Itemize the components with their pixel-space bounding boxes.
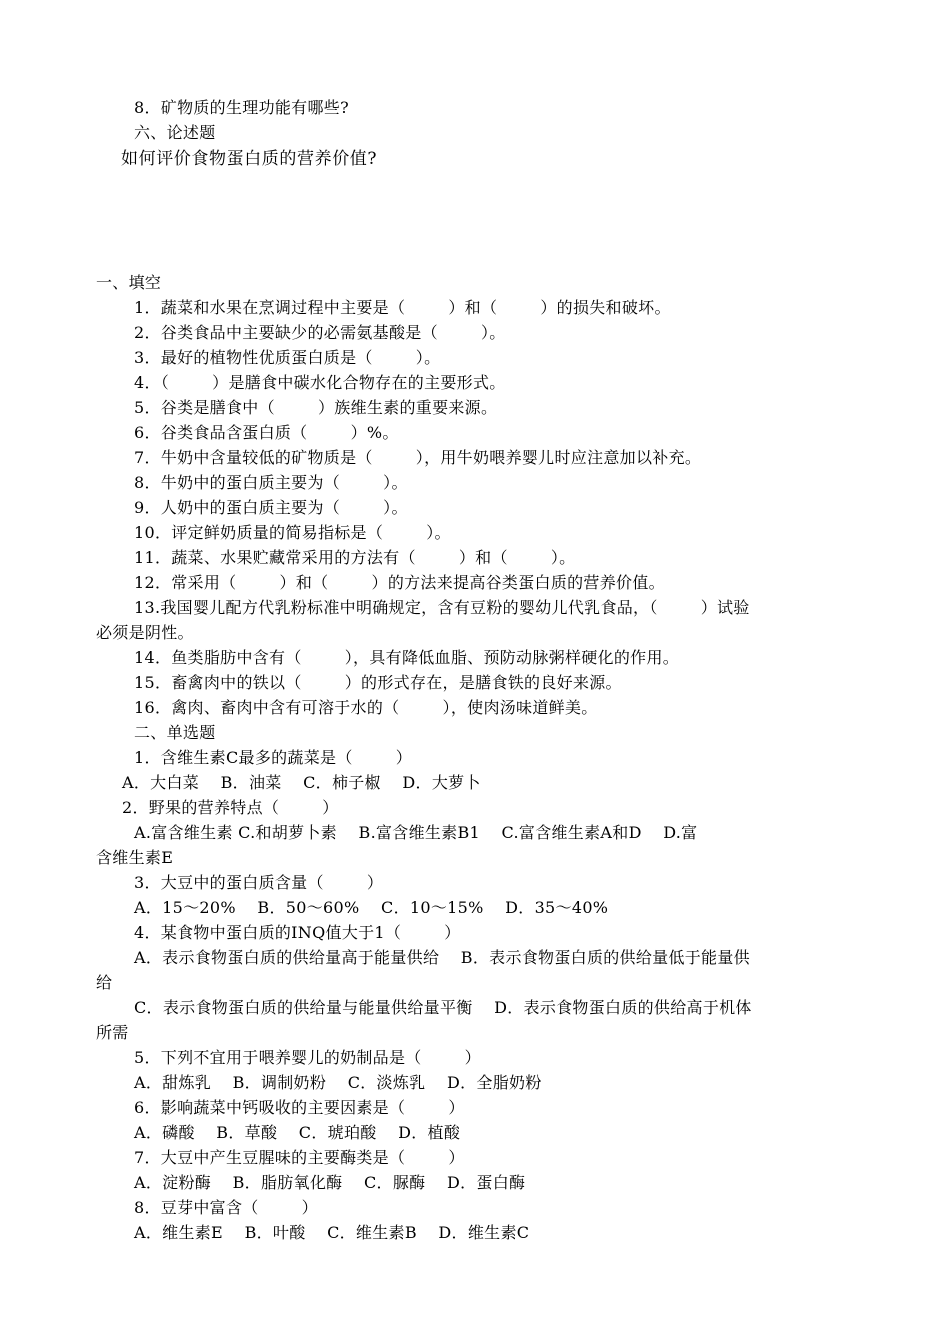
choice-options-continued: 给 xyxy=(96,973,113,992)
choice-question: 6．影响蔬菜中钙吸收的主要因素是（ ） xyxy=(134,1098,465,1117)
choice-question: 1．含维生素C最多的蔬菜是（ ） xyxy=(134,748,413,767)
choice-options: A．淀粉酶 B．脂肪氧化酶 C．脲酶 D．蛋白酶 xyxy=(134,1173,526,1192)
choice-question: 4．某食物中蛋白质的INQ值大于1（ ） xyxy=(134,923,461,942)
fill-item: 6．谷类食品含蛋白质（ ）%。 xyxy=(134,423,399,442)
choice-question: 8．豆芽中富含（ ） xyxy=(134,1198,318,1217)
fill-item: 4．（ ）是膳食中碳水化合物存在的主要形式。 xyxy=(134,373,506,392)
fill-item: 12．常采用（ ）和（ ）的方法来提高谷类蛋白质的营养价值。 xyxy=(134,573,665,592)
choice-options: A.富含维生素 C.和胡萝卜素 B.富含维生素B1 C.富含维生素A和D D.富 xyxy=(134,823,698,842)
choice-options-continued: 所需 xyxy=(96,1023,129,1042)
choice-options: A．磷酸 B．草酸 C．琥珀酸 D．植酸 xyxy=(134,1123,461,1142)
section-heading-single-choice: 二、单选题 xyxy=(134,723,216,742)
choice-question: 7．大豆中产生豆腥味的主要酶类是（ ） xyxy=(134,1148,465,1167)
fill-item-continued: 必须是阴性。 xyxy=(96,623,194,642)
choice-options-continued: 含维生素E xyxy=(96,848,174,867)
section-heading-fill-blank: 一、填空 xyxy=(96,273,162,292)
choice-options: C．表示食物蛋白质的供给量与能量供给量平衡 D．表示食物蛋白质的供给高于机体 xyxy=(134,998,752,1017)
choice-options: A．甜炼乳 B．调制奶粉 C．淡炼乳 D．全脂奶粉 xyxy=(134,1073,542,1092)
question-mineral-function: 8．矿物质的生理功能有哪些? xyxy=(134,98,349,117)
fill-item: 8．牛奶中的蛋白质主要为（ ）。 xyxy=(134,473,408,492)
choice-options: A．维生素E B．叶酸 C．维生素B D．维生素C xyxy=(134,1223,530,1242)
fill-item: 9．人奶中的蛋白质主要为（ ）。 xyxy=(134,498,408,517)
fill-item: 7．牛奶中含量较低的矿物质是（ ），用牛奶喂养婴儿时应注意加以补充。 xyxy=(134,448,702,467)
discussion-question: 如何评价食物蛋白质的营养价值? xyxy=(121,149,378,169)
fill-item: 2．谷类食品中主要缺少的必需氨基酸是（ ）。 xyxy=(134,323,506,342)
choice-question: 2．野果的营养特点（ ） xyxy=(122,798,339,817)
choice-question: 5．下列不宜用于喂养婴儿的奶制品是（ ） xyxy=(134,1048,481,1067)
section-heading-discussion: 六、论述题 xyxy=(134,123,216,142)
fill-item: 10．评定鲜奶质量的简易指标是（ ）。 xyxy=(134,523,451,542)
fill-item: 14．鱼类脂肪中含有（ ），具有降低血脂、预防动脉粥样硬化的作用。 xyxy=(134,648,680,667)
choice-options: A．15～20% B．50～60% C．10～15% D．35～40% xyxy=(134,898,609,917)
choice-question: 3．大豆中的蛋白质含量（ ） xyxy=(134,873,384,892)
fill-item: 5．谷类是膳食中（ ）族维生素的重要来源。 xyxy=(134,398,498,417)
fill-item: 11．蔬菜、水果贮藏常采用的方法有（ ）和（ ）。 xyxy=(134,548,576,567)
fill-item: 13.我国婴儿配方代乳粉标准中明确规定，含有豆粉的婴幼儿代乳食品，（ ）试验 xyxy=(134,598,750,617)
choice-options: A．大白菜 B．油菜 C．柿子椒 D．大萝卜 xyxy=(122,773,481,792)
fill-item: 16．禽肉、畜肉中含有可溶于水的（ ），使肉汤味道鲜美。 xyxy=(134,698,598,717)
fill-item: 15．畜禽肉中的铁以（ ）的形式存在，是膳食铁的良好来源。 xyxy=(134,673,622,692)
choice-options: A．表示食物蛋白质的供给量高于能量供给 B．表示食物蛋白质的供给量低于能量供 xyxy=(134,948,750,967)
fill-item: 1．蔬菜和水果在烹调过程中主要是（ ）和（ ）的损失和破坏。 xyxy=(134,298,671,317)
fill-item: 3．最好的植物性优质蛋白质是（ ）。 xyxy=(134,348,441,367)
